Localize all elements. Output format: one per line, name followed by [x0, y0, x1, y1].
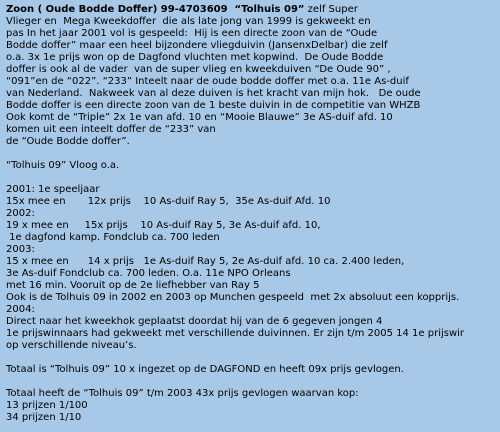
title-line	[6, 4, 500, 16]
result-line: Ook is de Tolhuis 09 in 2002 en 2003 op Munchen gespeeld met 2x absoluut een kopprijs.	[6, 292, 460, 303]
vloog-heading: “Tolhuis 09” Vloog o.a.	[6, 160, 120, 171]
result-line: 3e As-duif Fondclub ca. 700 leden. O.a. 11e NPO Orleans	[6, 268, 291, 279]
total-line: 13 prijzen 1/100	[6, 400, 88, 411]
intro-line: van Nederland. Nakweek van al deze duiven is het kracht van mijn hok. De oude	[6, 88, 421, 99]
title: Zoon ( Oude Bodde Doffer) 99-4703609 “Tolhuis 09”	[6, 4, 305, 15]
intro-line: o.a. 3x 1e prijs won op de Dagfond vluchten met kopwind. De Oude Bodde	[6, 52, 384, 63]
total-line	[6, 376, 500, 388]
result-line: 2001: 1e speeljaar	[6, 184, 100, 195]
intro-line: Bodde doffer is een directe zoon van de 1 beste duivin in de competitie van WHZB	[6, 100, 421, 111]
result-line: 2004:	[6, 304, 35, 315]
intro-line: komen uit een inteelt doffer de “233” van	[6, 124, 216, 135]
intro-line: de “Oude Bodde doffer”.	[6, 136, 130, 147]
total-line: Totaal heeft de “Tolhuis 09” t/m 2003 43x prijs gevlogen waarvan kop:	[6, 388, 359, 399]
result-line: Direct naar het kweekhok geplaatst doordat hij van de 6 gegeven jongen 4	[6, 316, 383, 327]
total-line: Totaal is “Tolhuis 09” 10 x ingezet op de DAGFOND en heeft 09x prijs gevlogen.	[6, 364, 404, 375]
result-line: 2002:	[6, 208, 35, 219]
result-line: 19 x mee en 15x prijs 10 As-duif Ray 5, 3e As-duif afd. 10,	[6, 220, 321, 231]
spacer	[6, 352, 500, 364]
intro-line: “091”en de “022”. “233” Inteelt naar de oude bodde doffer met o.a. 11e As-duif	[6, 76, 409, 87]
result-line: 2003:	[6, 244, 35, 255]
intro-line: Bodde doffer” maar een heel bijzondere vliegduivin (JansenxDelbar) die zelf	[6, 40, 388, 51]
result-line: 15x mee en 12x prijs 10 As-duif Ray 5, 35e As-duif Afd. 10	[6, 196, 331, 207]
intro-line: Vlieger en Mega Kweekdoffer die als late jong van 1999 is gekweekt en	[6, 16, 371, 27]
spacer	[6, 148, 500, 160]
title-rest: zelf Super	[304, 4, 358, 15]
result-line: op verschillende niveau’s.	[6, 340, 137, 351]
result-line: met 16 min. Vooruit op de 2e liefhebber van Ray 5	[6, 280, 260, 291]
result-line: 1e prijswinnaars had gekweekt met verschillende duivinnen. Er zijn t/m 2005 14 1e prijswir	[6, 328, 465, 339]
total-line: 34 prijzen 1/10	[6, 412, 82, 423]
result-line: 1e dagfond kamp. Fondclub ca. 700 leden	[6, 232, 220, 243]
intro-line: pas In het jaar 2001 vol is gespeeld: Hij is een directe zoon van de “Oude	[6, 28, 378, 39]
intro-line: doffer is ook al de vader van de super vlieg en kweekduiven “De Oude 90” ,	[6, 64, 391, 75]
result-line: 15 x mee en 14 x prijs 1e As-duif Ray 5, 2e As-duif afd. 10 ca. 2.400 leden,	[6, 256, 405, 267]
intro-line: Ook komt de “Triple” 2x 1e van afd. 10 en “Mooie Blauwe” 3e AS-duif afd. 10	[6, 112, 393, 123]
spacer	[6, 172, 500, 184]
